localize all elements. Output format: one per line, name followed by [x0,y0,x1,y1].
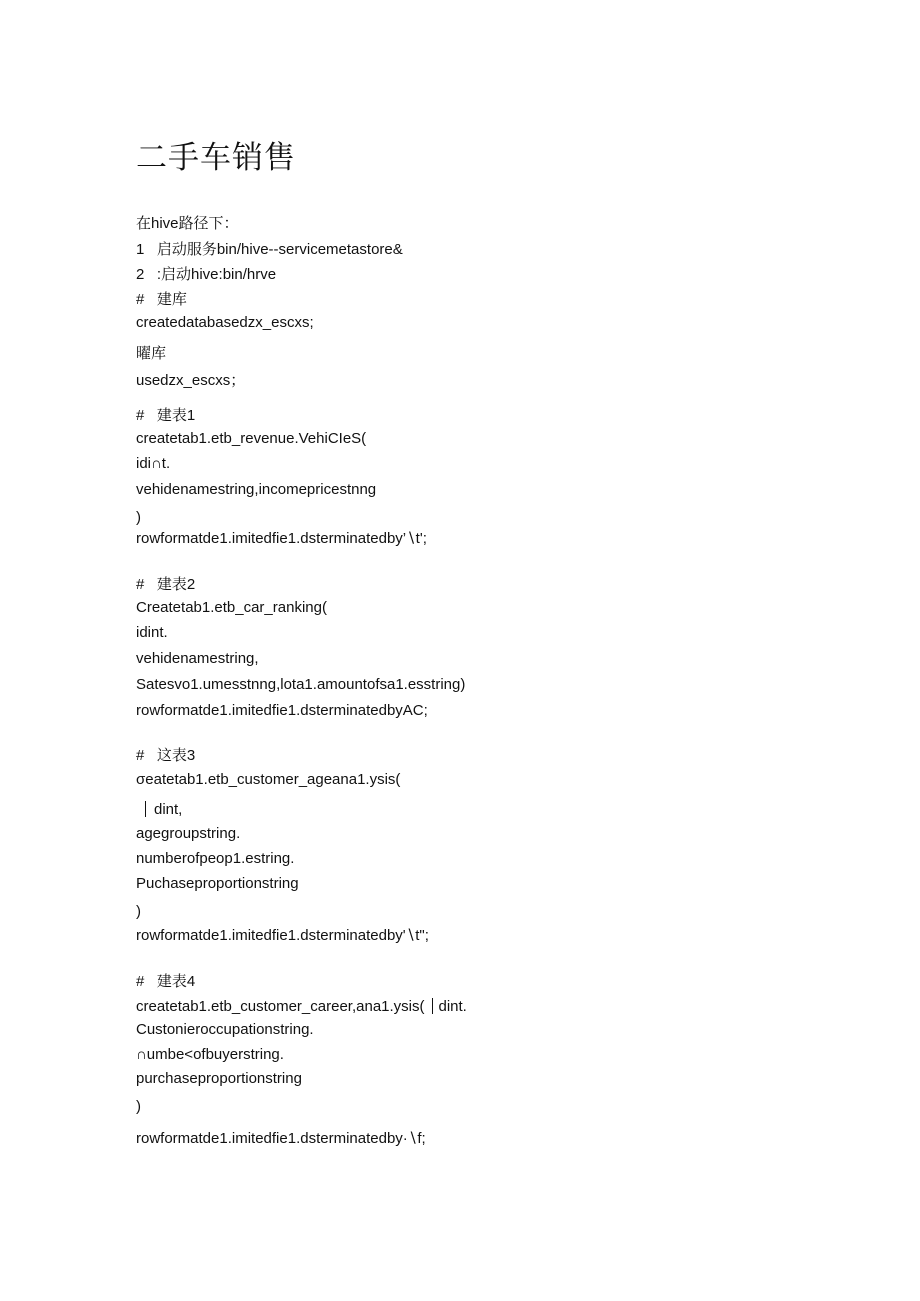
code-line: σeatetab1.etb_customer_ageana1.ysis( [136,771,401,788]
code-line: Puchaseproportionstring [136,875,299,892]
code-fragment: dint. [438,998,467,1015]
text-line: # 建表2 [136,576,196,593]
code-line: rowformatde1.imitedfie1.dsterminatedby'∖t"; [136,927,429,944]
code-line: Satesvo1.umesstnng,lota1.amountofsa1.esstring) [136,676,466,693]
code-line: ) [136,903,141,920]
code-line: createtab1.etb_revenue.VehiCIeS( [136,430,367,447]
code-line: ) [136,1098,141,1115]
code-line: rowformatde1.imitedfie1.dsterminatedby·∖f; [136,1130,426,1147]
text-line: # 建表4 [136,973,196,990]
code-line [136,997,467,1017]
code-line: idint. [136,624,168,641]
code-line: createdatabasedzx_escxs; [136,314,314,331]
code-line: idi∩t. [136,455,171,472]
code-line: Custonieroccupationstring. [136,1021,314,1038]
code-line: ) [136,509,141,526]
code-line: numberofpeop1.estring. [136,850,295,867]
text-line: # 建库 [136,291,187,308]
code-line: Createtab1.etb_car_ranking( [136,599,327,616]
cursor-bar-mark [145,801,146,817]
text-line: # 这表3 [136,747,196,764]
code-line: ∩umbe<ofbuyerstring. [136,1046,284,1063]
code-line: rowformatde1.imitedfie1.dsterminatedby’∖t'; [136,530,427,547]
code-line: vehidenamestring,incomepricestnng [136,481,377,498]
text-line: 1 启动服务bin/hive--servicemetastore& [136,241,403,258]
text-line: 2 :启动hive:bin/hrve [136,266,277,283]
code-fragment: createtab1.etb_customer_career,ana1.ysis( [136,998,425,1015]
document-title: 二手车销售 [136,140,296,175]
code-line: agegroupstring. [136,825,241,842]
code-line: usedzx_escxs； [136,372,246,389]
text-line: # 建表1 [136,407,196,424]
code-line: purchaseproportionstring [136,1070,302,1087]
code-line: vehidenamestring, [136,650,259,667]
text-line: 在hive路径下： [136,215,239,232]
code-fragment: dint, [154,801,183,818]
cursor-bar-mark [432,998,433,1014]
text-line: 曜库 [136,345,167,362]
code-line: rowformatde1.imitedfie1.dsterminatedbyAC; [136,702,428,719]
code-line [136,800,182,820]
